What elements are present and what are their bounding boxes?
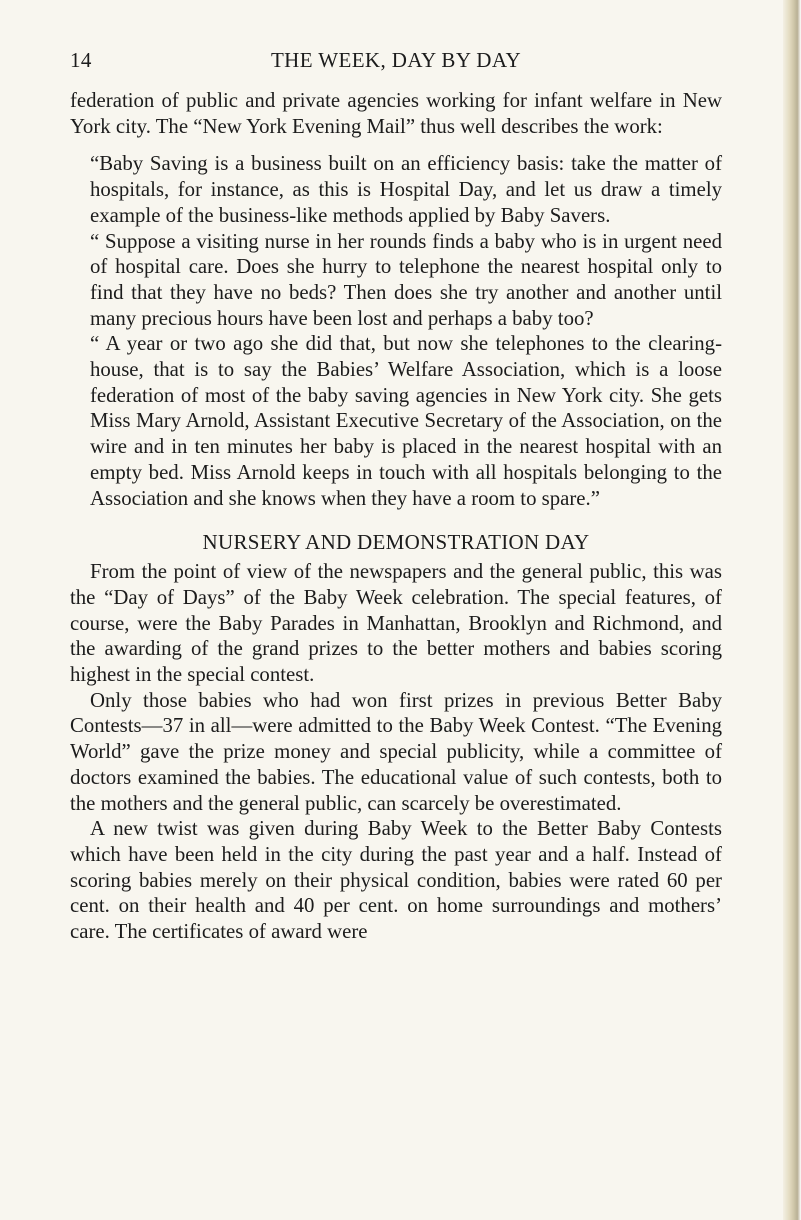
page-header [70, 48, 722, 78]
section-heading: NURSERY AND DEMONSTRATION DAY [202, 530, 590, 555]
section-paragraph: From the point of view of the newspapers and the general public, this was the “Day of Days” of the Baby Week celebration. The special features, of course, were the Baby Parades in Manhattan, Brooklyn and Richmond, and the awarding of the grand prizes to the better mothers and babies scoring highest in the special contest. [70, 560, 722, 687]
running-head: THE WEEK, DAY BY DAY [270, 48, 522, 72]
quote-paragraph: “ Suppose a visiting nurse in her rounds finds a baby who is in urgent need of hospital care. Does she hurry to telephone the nearest hospital only to find that they have no beds? Then does she try another and another until many precious hours have been lost and perhaps a baby too? [90, 229, 722, 330]
page-body [70, 88, 722, 945]
page-edge-shadow [783, 0, 801, 1220]
section-paragraph: A new twist was given during Baby Week to the Better Baby Contests which have been held in the city during the past year and a half. Instead of scoring babies merely on their physical condition, babies were rated 60 per cent. on their health and 40 per cent. on home surroundings and mothers’ care. The certificates of award were [70, 817, 722, 944]
intro-paragraph: federation of public and private agencies working for infant welfare in New York city. The “New York Evening Mail” thus well describes the work: [70, 89, 722, 138]
page-number: 14 [70, 48, 92, 72]
quote-paragraph: “ A year or two ago she did that, but now she telephones to the clearing-house, that is to say the Babies’ Welfare Association, which is a loose federation of most of the baby saving agencies in New York city. She gets Miss Mary Arnold, Assistant Executive Secretary of the Association, on the wire and in ten minutes her baby is placed in the nearest hospital with an empty bed. Miss Arnold keeps in touch with all hospitals belonging to the Association and she knows when they have a room to spare.” [90, 332, 722, 510]
newspaper-quote [90, 151, 722, 511]
spacer [70, 139, 722, 151]
section-paragraph: Only those babies who had won first prizes in previous Better Baby Contests—37 in all—were admitted to the Baby Week Contest. “The Evening World” gave the prize money and special publicity, while a committee of doctors examined the babies. The educational value of such contests, both to the mothers and the general public, can scarcely be overestimated. [70, 688, 722, 815]
quote-paragraph: “Baby Saving is a business built on an efficiency basis: take the matter of hospitals, for instance, as this is Hospital Day, and let us draw a timely example of the business-like methods applied by Baby Savers. [90, 152, 722, 227]
